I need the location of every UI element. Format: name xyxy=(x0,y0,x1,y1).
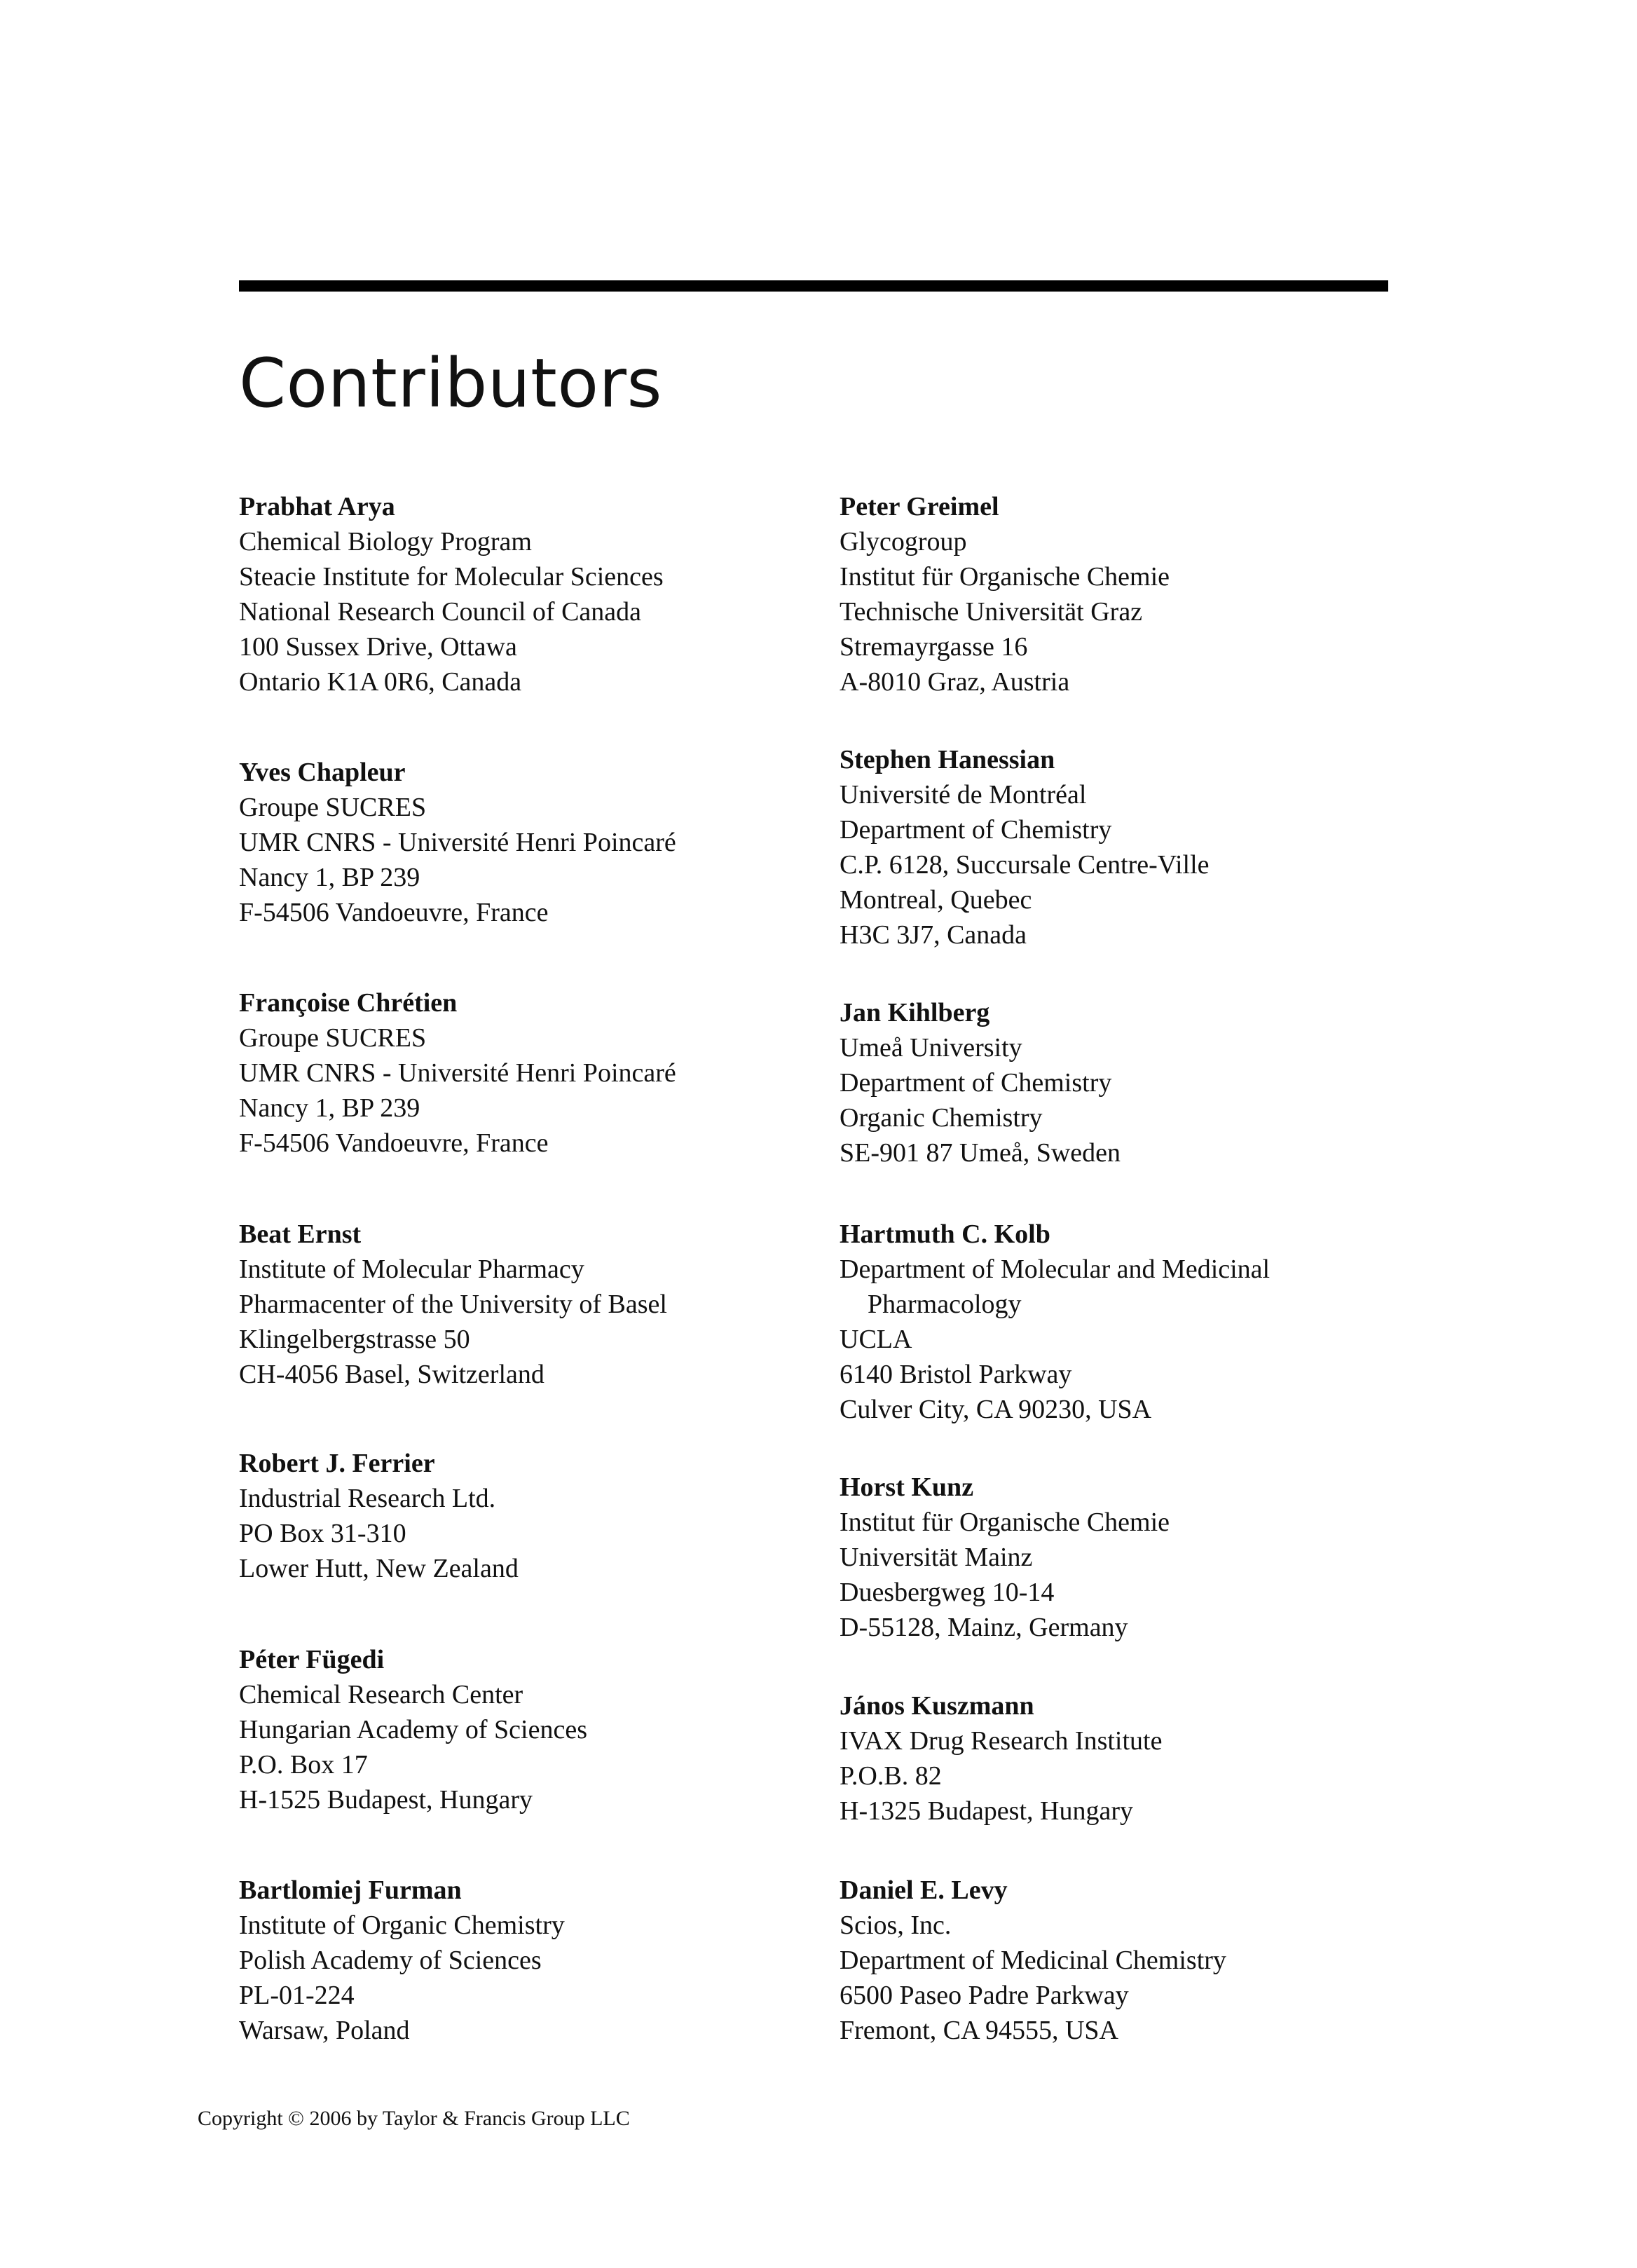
affiliation-line: Fremont, CA 94555, USA xyxy=(840,2016,1118,2045)
contributor-name: Yves Chapleur xyxy=(239,758,406,787)
affiliation-line: H3C 3J7, Canada xyxy=(840,920,1027,950)
affiliation-line: H-1325 Budapest, Hungary xyxy=(840,1796,1133,1826)
page-title: Contributors xyxy=(239,344,663,423)
affiliation-line: Pharmacenter of the University of Basel xyxy=(239,1290,667,1319)
contributor-entry xyxy=(239,985,842,1161)
contributor-name: Robert J. Ferrier xyxy=(239,1449,435,1478)
contributor-entry xyxy=(239,1217,842,1392)
affiliation-line: Steacie Institute for Molecular Sciences xyxy=(239,562,664,592)
contributor-name: Bartlomiej Furman xyxy=(239,1876,462,1905)
affiliation-line: Warsaw, Poland xyxy=(239,2016,410,2045)
affiliation-line: UMR CNRS - Université Henri Poincaré xyxy=(239,828,676,857)
contributor-name: János Kuszmann xyxy=(840,1691,1034,1721)
affiliation-line: 100 Sussex Drive, Ottawa xyxy=(239,632,517,662)
affiliation-line: Hungarian Academy of Sciences xyxy=(239,1715,587,1744)
affiliation-line: PO Box 31-310 xyxy=(239,1519,406,1548)
contributor-name: Jan Kihlberg xyxy=(840,998,990,1027)
affiliation-line: Chemical Biology Program xyxy=(239,527,532,556)
contributor-entry xyxy=(239,755,842,930)
affiliation-line: Groupe SUCRES xyxy=(239,1023,427,1053)
affiliation-line: Glycogroup xyxy=(840,527,967,556)
affiliation-line: H-1525 Budapest, Hungary xyxy=(239,1785,533,1815)
affiliation-line: Department of Molecular and Medicinal xyxy=(840,1255,1270,1284)
contributor-entry xyxy=(840,742,1442,952)
affiliation-line: Lower Hutt, New Zealand xyxy=(239,1554,519,1583)
contributor-entry xyxy=(239,489,842,699)
contributor-name: Stephen Hanessian xyxy=(840,745,1055,774)
affiliation-line: Department of Chemistry xyxy=(840,815,1112,845)
affiliation-line: Montreal, Quebec xyxy=(840,885,1032,915)
affiliation-line: IVAX Drug Research Institute xyxy=(840,1726,1163,1756)
contributor-name: Horst Kunz xyxy=(840,1473,974,1502)
affiliation-line: P.O.B. 82 xyxy=(840,1761,942,1791)
contributor-entry xyxy=(840,1217,1442,1427)
affiliation-line: Ontario K1A 0R6, Canada xyxy=(239,667,522,697)
contributor-entry xyxy=(840,1873,1442,2048)
affiliation-line: Industrial Research Ltd. xyxy=(239,1484,496,1513)
contributor-name: Daniel E. Levy xyxy=(840,1876,1008,1905)
affiliation-line: Universität Mainz xyxy=(840,1543,1033,1572)
affiliation-line: Klingelbergstrasse 50 xyxy=(239,1325,470,1354)
affiliation-line: Nancy 1, BP 239 xyxy=(239,1093,420,1123)
contributor-entry xyxy=(840,995,1442,1170)
affiliation-line: Institute of Organic Chemistry xyxy=(239,1911,565,1940)
affiliation-line: 6500 Paseo Padre Parkway xyxy=(840,1981,1129,2010)
affiliation-line: Nancy 1, BP 239 xyxy=(239,863,420,892)
affiliation-line: 6140 Bristol Parkway xyxy=(840,1360,1072,1389)
copyright-notice: Copyright © 2006 by Taylor & Francis Group LLC xyxy=(198,2107,630,2130)
affiliation-line: Stremayrgasse 16 xyxy=(840,632,1028,662)
contributor-entry xyxy=(239,1873,842,2048)
affiliation-line: UCLA xyxy=(840,1325,912,1354)
affiliation-line: P.O. Box 17 xyxy=(239,1750,368,1779)
affiliation-line: Department of Medicinal Chemistry xyxy=(840,1946,1226,1975)
contributor-name: Prabhat Arya xyxy=(239,492,395,521)
contributor-entry xyxy=(239,1446,842,1586)
affiliation-line: Institut für Organische Chemie xyxy=(840,1508,1170,1537)
affiliation-line: Department of Chemistry xyxy=(840,1068,1112,1098)
affiliation-line: Groupe SUCRES xyxy=(239,793,427,822)
affiliation-line: Umeå University xyxy=(840,1033,1022,1063)
affiliation-line: Scios, Inc. xyxy=(840,1911,952,1940)
contributor-entry xyxy=(840,489,1442,699)
affiliation-line: Duesbergweg 10-14 xyxy=(840,1578,1055,1607)
contributor-name: Peter Greimel xyxy=(840,492,999,521)
affiliation-line: F-54506 Vandoeuvre, France xyxy=(239,1128,549,1158)
title-rule xyxy=(239,280,1388,292)
contributor-name: Hartmuth C. Kolb xyxy=(840,1220,1050,1249)
contributor-entry xyxy=(840,1688,1442,1829)
affiliation-line: UMR CNRS - Université Henri Poincaré xyxy=(239,1058,676,1088)
affiliation-line: Institute of Molecular Pharmacy xyxy=(239,1255,584,1284)
affiliation-line: National Research Council of Canada xyxy=(239,597,642,627)
contributor-name: Beat Ernst xyxy=(239,1220,362,1249)
affiliation-line: PL-01-224 xyxy=(239,1981,355,2010)
affiliation-line: D-55128, Mainz, Germany xyxy=(840,1613,1128,1642)
contributor-name: Péter Fügedi xyxy=(239,1645,385,1674)
affiliation-line: C.P. 6128, Succursale Centre-Ville xyxy=(840,850,1210,880)
affiliation-line: CH-4056 Basel, Switzerland xyxy=(239,1360,544,1389)
affiliation-line: Université de Montréal xyxy=(840,780,1087,809)
affiliation-line: Polish Academy of Sciences xyxy=(239,1946,542,1975)
affiliation-line: SE-901 87 Umeå, Sweden xyxy=(840,1138,1121,1168)
contributor-entry xyxy=(239,1642,842,1817)
contributor-name: Françoise Chrétien xyxy=(239,988,458,1018)
affiliation-line: Culver City, CA 90230, USA xyxy=(840,1395,1152,1424)
affiliation-line: Chemical Research Center xyxy=(239,1680,523,1709)
affiliation-line: Institut für Organische Chemie xyxy=(840,562,1170,592)
affiliation-line: Organic Chemistry xyxy=(840,1103,1043,1133)
affiliation-line: Technische Universität Graz xyxy=(840,597,1143,627)
affiliation-line: F-54506 Vandoeuvre, France xyxy=(239,898,549,927)
contributor-entry xyxy=(840,1470,1442,1645)
affiliation-line: Pharmacology xyxy=(868,1290,1022,1319)
affiliation-line: A-8010 Graz, Austria xyxy=(840,667,1070,697)
